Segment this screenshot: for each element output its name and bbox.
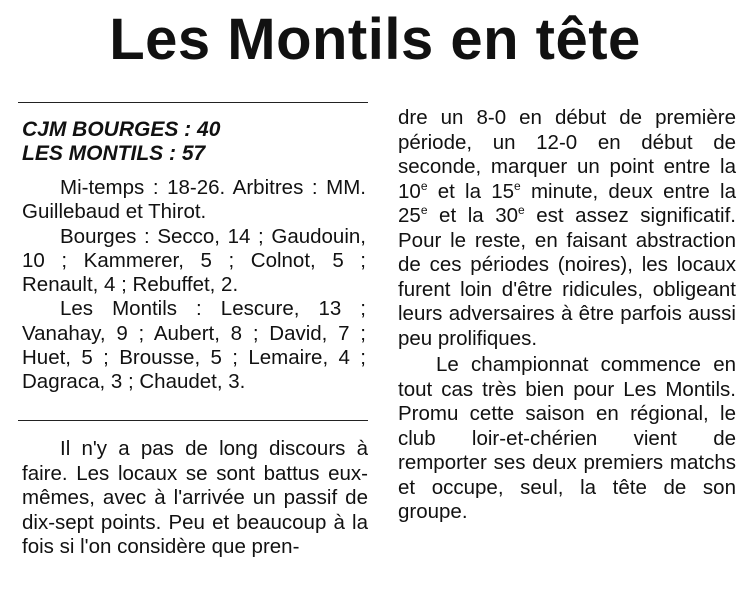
- top-rule: [18, 102, 368, 103]
- montils-scorers: Les Montils : Lescure, 13 ; Vanahay, 9 ; Aubert, 8 ; David, 7 ; Huet, 5 ; Brousse, 5 ; Lemaire, 4 ; Dagraca, 3 ; Chaudet, 3.: [22, 297, 366, 394]
- score-team1: CJM BOURGES : 40: [22, 118, 221, 141]
- superscript: e: [420, 178, 428, 193]
- section-rule: [18, 420, 368, 421]
- bourges-scorers: Bourges : Secco, 14 ; Gaudouin, 10 ; Kammerer, 5 ; Colnot, 5 ; Renault, 4 ; Rebuffet, 2.: [22, 224, 366, 297]
- text-run: est assez significatif. Pour le reste, en faisant abstraction de ces périodes (noires), les locaux furent loin d'être ridicules, obligeant leurs adversaires à être parfois aussi peu prolifiques.: [398, 204, 736, 350]
- article-paragraph-1-continued: [398, 106, 736, 351]
- score-box: [22, 118, 366, 166]
- article-paragraph-2: Le championnat commence en tout cas très bien pour Les Montils. Promu cette saison en régional, le club loir-et-chérien vient de remporter ses deux premiers matchs et occupe, seul, la tête de son groupe.: [398, 353, 736, 523]
- headline: Les Montils en tête: [109, 7, 641, 72]
- text-run: et la 30: [427, 204, 519, 227]
- superscript: e: [514, 178, 521, 193]
- article-right-column: [398, 106, 736, 525]
- halftime-referees: Mi-temps : 18-26. Arbitres : MM. Guillebaud et Thirot.: [22, 176, 366, 224]
- article-paragraph-1-start: Il n'y a pas de long discours à faire. Les locaux se sont battus eux-mêmes, avec à l'arrivée un passif de dix-sept points. Peu et beaucoup à la fois si l'on considère que pren-: [22, 437, 368, 558]
- text-run: et la 15: [427, 179, 515, 203]
- text-run: minute, deux entre la 25: [398, 179, 736, 227]
- score-team2: LES MONTILS : 57: [22, 142, 206, 165]
- superscript: e: [518, 203, 525, 218]
- match-details: [22, 176, 366, 395]
- text-run: dre un 8-0 en début de première période, un 12-0 en début de seconde, marquer un point entre la 10: [398, 106, 736, 203]
- superscript: e: [420, 203, 428, 218]
- article-left-column: [22, 437, 368, 560]
